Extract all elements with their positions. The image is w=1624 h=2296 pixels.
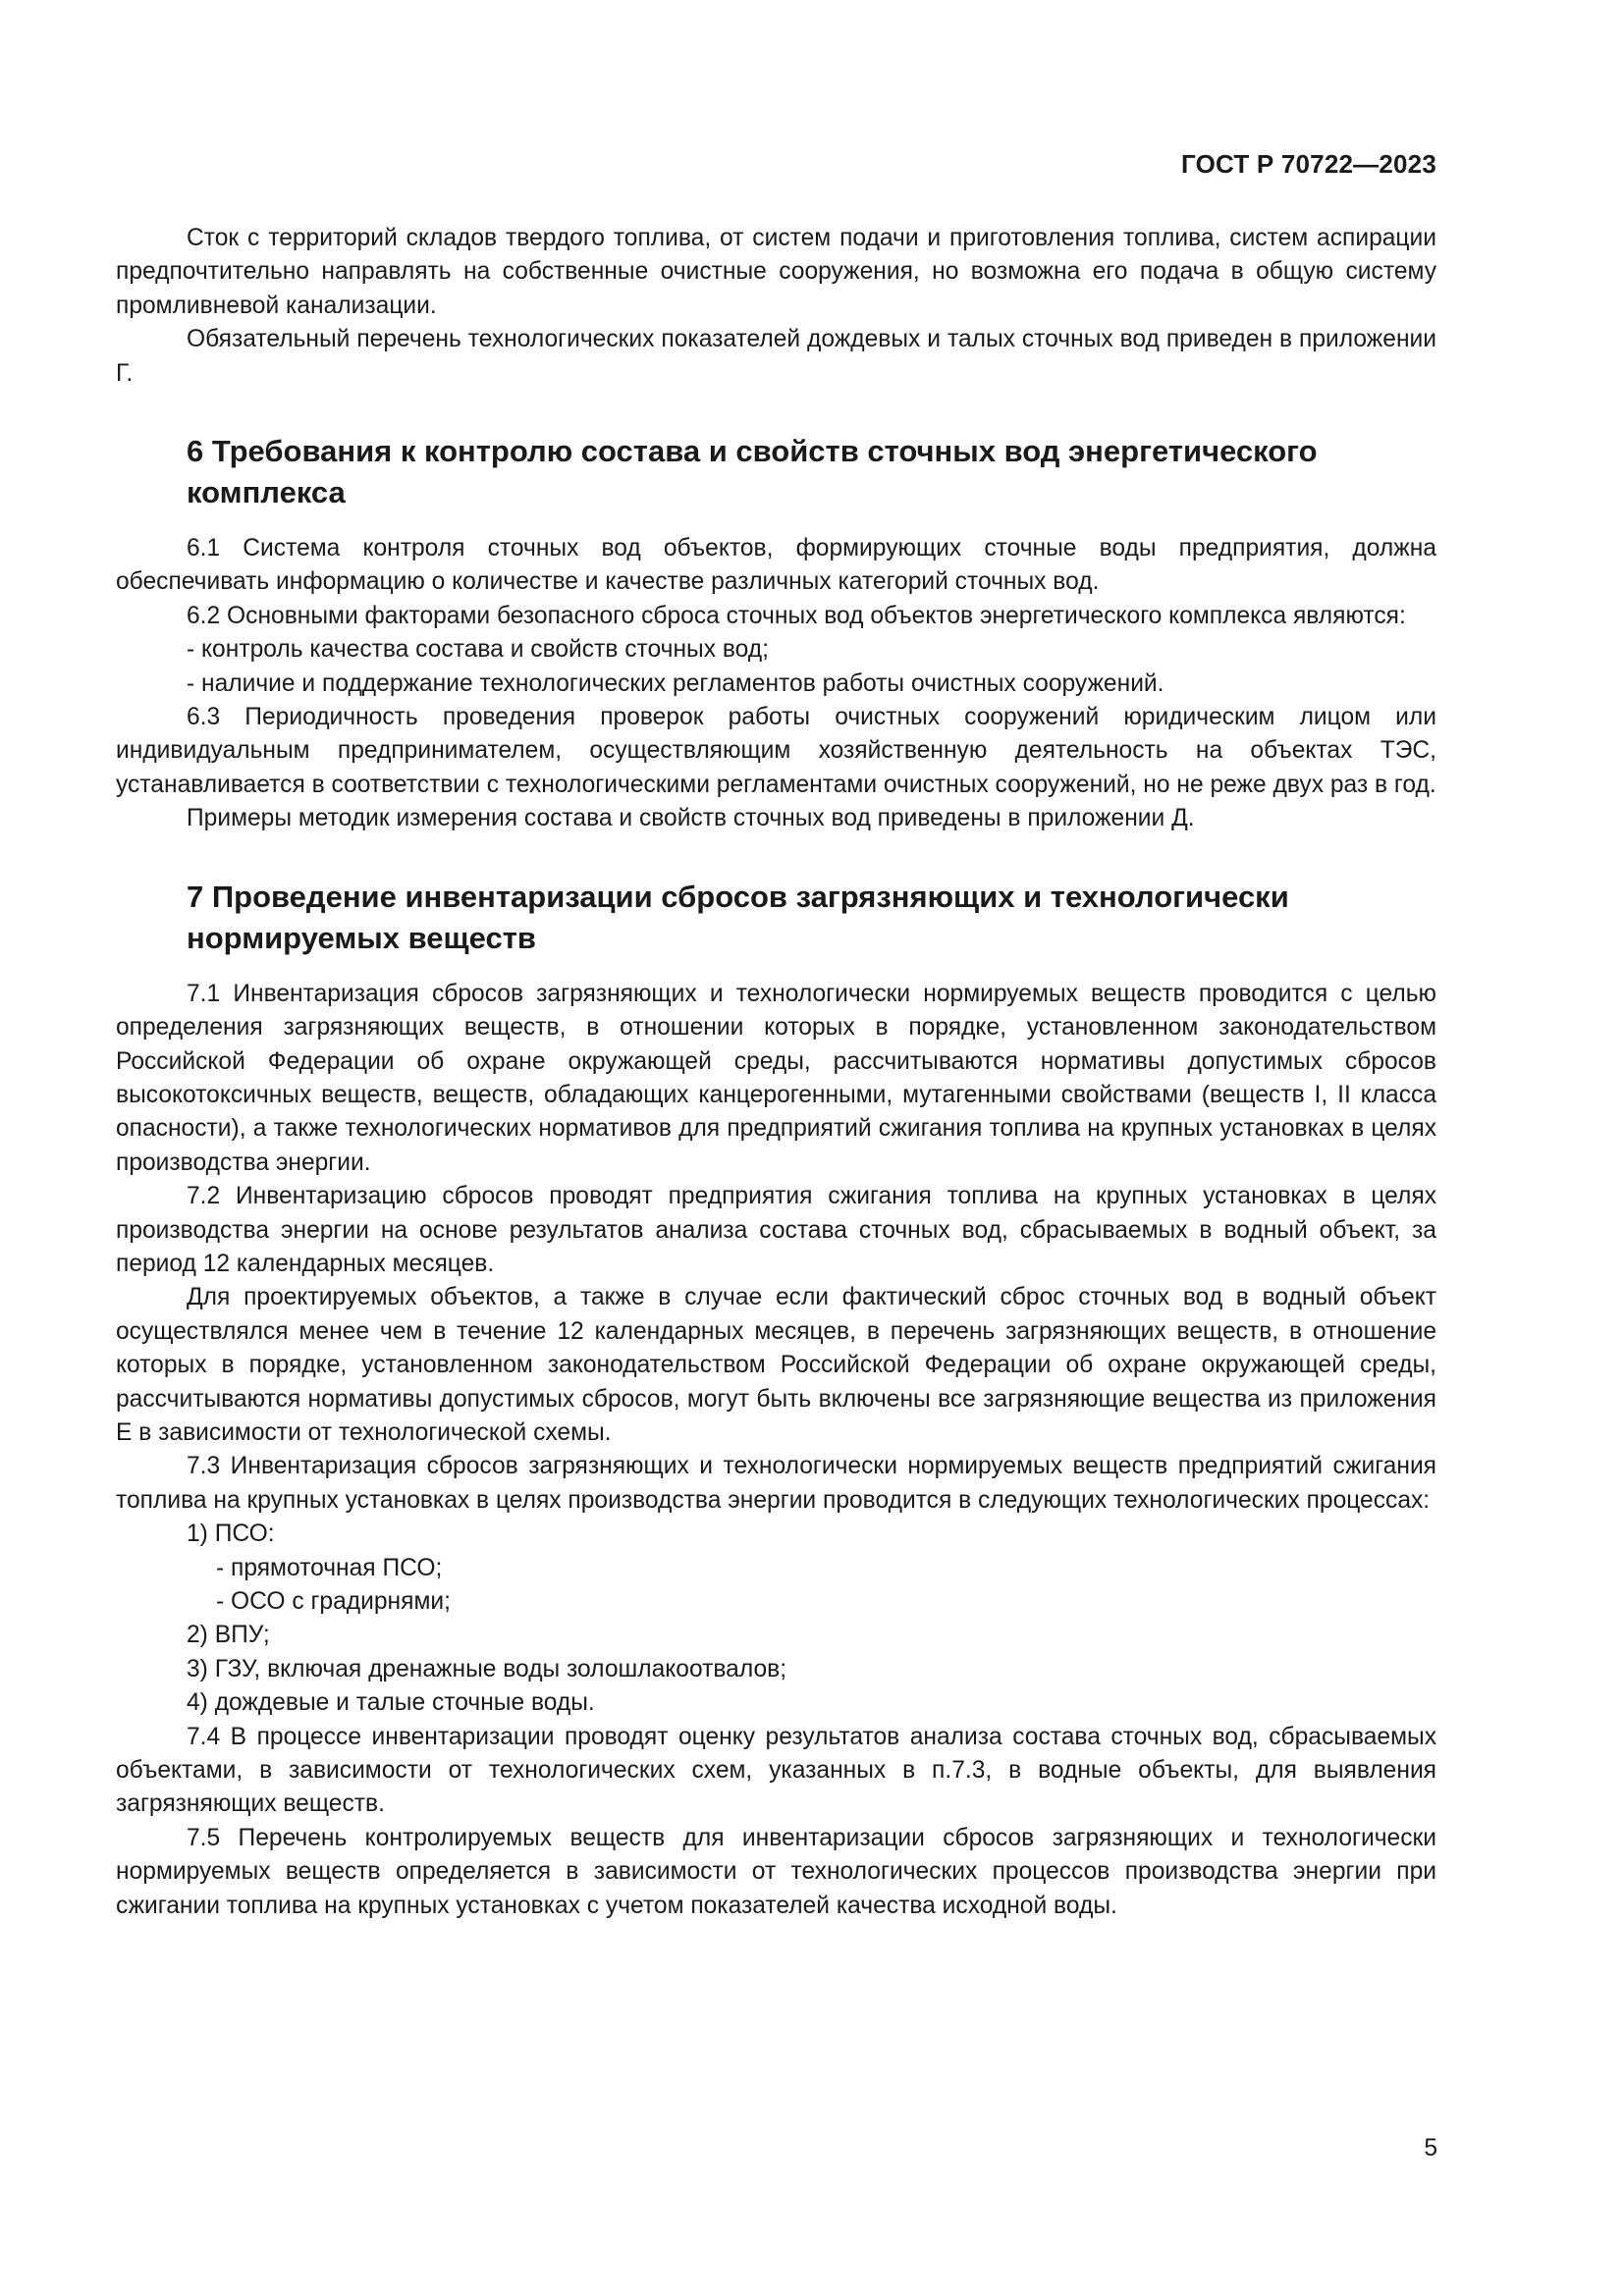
paragraph: Для проектируемых объектов, а также в случае если фактический сброс сточных вод в водный объект осуществлялся менее чем в течение 12 календарных месяцев, в перечень загрязняющих веществ, в отношение которых в порядке, установленном законодательством Российской Федерации об охране окружающей среды, рассчитываются нормативы допустимых сбросов, могут быть включены все загрязняющие вещества из приложения Е в зависимости от технологической схемы. — [116, 1284, 1436, 1446]
list-item: 3) ГЗУ, включая дренажные воды золошлакоотвалов; — [187, 1655, 787, 1682]
list-item: 1) ПСО: — [187, 1521, 275, 1548]
paragraph-7-5: 7.5 Перечень контролируемых веществ для инвентаризации сбросов загрязняющих и технологически нормируемых веществ определяется в зависимости от технологических процессов производства энергии при сжигании топлива на крупных установках с учетом показателей качества исходной воды. — [116, 1824, 1436, 1919]
list-item: 2) ВПУ; — [187, 1622, 270, 1649]
section-7-heading: 7 Проведение инвентаризации сбросов загрязняющих и технологически нормируемых веществ — [187, 879, 1289, 955]
document-body — [116, 222, 1436, 1923]
paragraph-7-2: 7.2 Инвентаризацию сбросов проводят предприятия сжигания топлива на крупных установках в целях производства энергии на основе результатов анализа состава сточных вод, сбрасываемых в водный объект, за период 12 календарных месяцев. — [116, 1183, 1436, 1277]
paragraph: Примеры методик измерения состава и свойств сточных вод приведены в приложении Д. — [187, 805, 1195, 832]
list-item: - контроль качества состава и свойств сточных вод; — [187, 636, 769, 664]
list-subitem: - ОСО с градирнями; — [216, 1588, 451, 1615]
list-item: 4) дождевые и талые сточные воды. — [187, 1689, 595, 1717]
paragraph-7-3: 7.3 Инвентаризация сбросов загрязняющих и технологически нормируемых веществ предприятий сжигания топлива на крупных установках в целях производства энергии проводится в следующих технологических процессах: — [116, 1453, 1436, 1514]
page-number: 5 — [1424, 2135, 1437, 2162]
paragraph-6-1: 6.1 Система контроля сточных вод объектов, формирующих сточные воды предприятия, должна обеспечивать информацию о количестве и качестве различных категорий сточных вод. — [116, 535, 1436, 596]
paragraph-6-3: 6.3 Периодичность проведения проверок работы очистных сооружений юридическим лицом или индивидуальным предпринимателем, осуществляющим хозяйственную деятельность на объектах ТЭС, устанавливается в соответствии с технологическими регламентами очистных сооружений, но не реже двух раз в год. — [116, 704, 1436, 798]
paragraph-7-1: 7.1 Инвентаризация сбросов загрязняющих и технологически нормируемых веществ проводится с целью определения загрязняющих веществ, в отношении которых в порядке, установленном законодательством Российской Федерации об охране окружающей среды, рассчитываются нормативы допустимых сбросов высокотоксичных веществ, веществ, обладающих канцерогенными, мутагенными свойствами (веществ I, II класса опасности), а также технологических нормативов для предприятий сжигания топлива на крупных установках в целях производства энергии. — [116, 980, 1436, 1176]
document-code: ГОСТ Р 70722—2023 — [1181, 149, 1436, 179]
paragraph-6-2: 6.2 Основными факторами безопасного сброса сточных вод объектов энергетического комплекса являются: — [187, 602, 1406, 629]
list-item: - наличие и поддержание технологических регламентов работы очистных сооружений. — [187, 669, 1164, 697]
paragraph: Обязательный перечень технологических показателей дождевых и талых сточных вод приведен в приложении Г. — [116, 326, 1436, 387]
list-subitem: - прямоточная ПСО; — [216, 1554, 443, 1581]
paragraph: Сток с территорий складов твердого топлива, от систем подачи и приготовления топлива, систем аспирации предпочтительно направлять на собственные очистные сооружения, но возможна его подача в общую систему промливневой канализации. — [116, 225, 1436, 319]
paragraph-7-4: 7.4 В процессе инвентаризации проводят оценку результатов анализа состава сточных вод, сбрасываемых объектами, в зависимости от технологических схем, указанных в п.7.3, в водные объекты, для выявления загрязняющих веществ. — [116, 1723, 1436, 1818]
section-6-heading: 6 Требования к контролю состава и свойств сточных вод энергетического комплекса — [187, 434, 1318, 510]
